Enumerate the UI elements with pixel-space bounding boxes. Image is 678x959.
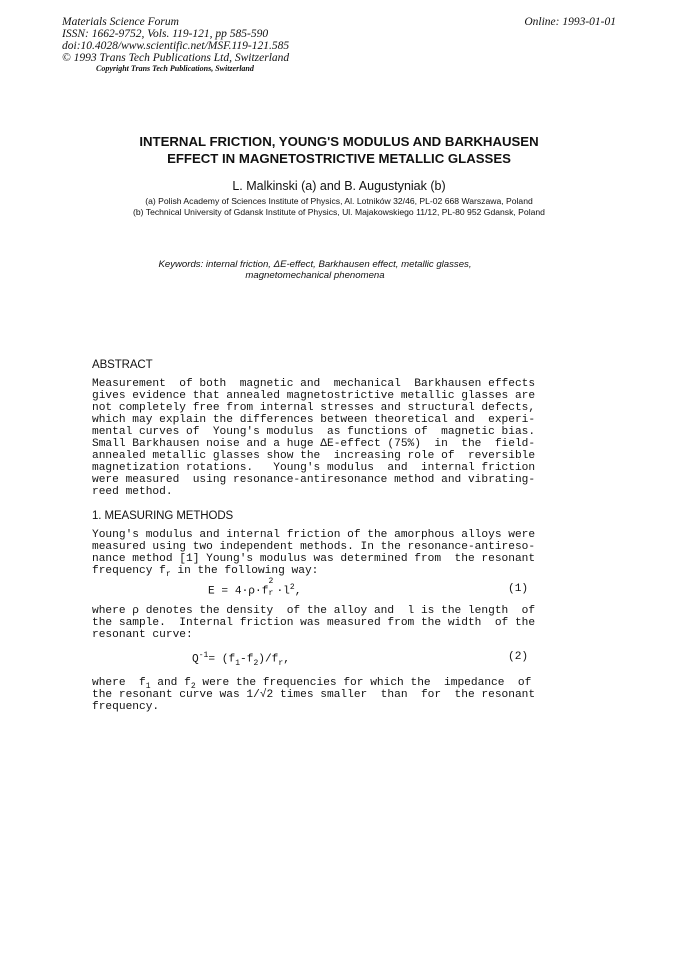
- abstract-line: not completely free from internal stresses and structural defects,: [92, 402, 536, 414]
- body-line: nance method [1] Young's modulus was determined from the resonant: [92, 553, 536, 565]
- body-line: the resonant curve was 1/√2 times smaller than for the resonant: [92, 689, 536, 701]
- abstract-line: magnetization rotations. Young's modulus and internal friction: [92, 462, 536, 474]
- equation-1-number: (1): [508, 583, 529, 595]
- abstract-line: reed method.: [92, 486, 173, 498]
- online-date: Online: 1993-01-01: [524, 16, 616, 28]
- abstract-line: gives evidence that annealed magnetostrictive metallic glasses are: [92, 390, 536, 402]
- abstract-line: Small Barkhausen noise and a huge ΔE-effect (75%) in the field-: [92, 438, 536, 450]
- keywords-line-2: magnetomechanical phenomena: [245, 270, 385, 281]
- abstract-heading: ABSTRACT: [92, 359, 153, 371]
- copyright-stamp: Copyright Trans Tech Publications, Switzerland: [96, 64, 254, 73]
- body-line: Young's modulus and internal friction of the amorphous alloys were: [92, 529, 536, 541]
- keywords-line-1: Keywords: internal friction, ΔE-effect, Barkhausen effect, metallic glasses,: [158, 259, 472, 270]
- copyright-line: © 1993 Trans Tech Publications Ltd, Switzerland: [62, 52, 290, 64]
- issn-line: ISSN: 1662-9752, Vols. 119-121, pp 585-590: [62, 28, 269, 40]
- equation-2-number: (2): [508, 651, 529, 663]
- body-line: the sample. Internal friction was measured from the width of the: [92, 617, 536, 629]
- equation-1: E = 4·ρ·f 2 r $\cdot l^2$,: [208, 576, 302, 598]
- body-line: where $f_1$ and $f_2$ were the frequencies for which the impedance of: [92, 677, 532, 692]
- affiliation-b: (b) Technical University of Gdansk Institute of Physics, Ul. Majakowskiego 11/12, PL-80 952 Gdansk, Poland: [133, 207, 545, 217]
- affiliation-a: (a) Polish Academy of Sciences Institute of Physics, Al. Lotników 32/46, PL-02 668 Warszawa, Poland: [145, 196, 533, 206]
- paper-title-line-2: EFFECT IN MAGNETOSTRICTIVE METALLIC GLASSES: [167, 151, 511, 166]
- body-line: where ρ denotes the density of the alloy and l is the length of: [92, 605, 536, 617]
- abstract-line: Measurement of both magnetic and mechanical Barkhausen effects: [92, 378, 536, 390]
- body-line: frequency.: [92, 701, 160, 713]
- abstract-line: which may explain the differences between theoretical and experi-: [92, 414, 536, 426]
- authors: L. Malkinski (a) and B. Augustyniak (b): [232, 179, 446, 193]
- body-line: resonant curve:: [92, 629, 193, 641]
- body-line: measured using two independent methods. In the resonance-antireso-: [92, 541, 536, 553]
- abstract-line: annealed metallic glasses show the increasing role of reversible: [92, 450, 536, 462]
- abstract-line: mental curves of Young's modulus as functions of magnetic bias.: [92, 426, 536, 438]
- body-line: frequency $f_r$ in the following way:: [92, 565, 319, 580]
- doi-line[interactable]: doi:10.4028/www.scientific.net/MSF.119-121.585: [62, 40, 290, 52]
- journal-name: Materials Science Forum: [62, 16, 179, 28]
- section-1-heading: 1. MEASURING METHODS: [92, 510, 234, 522]
- paper-title-line-1: INTERNAL FRICTION, YOUNG'S MODULUS AND BARKHAUSEN: [139, 134, 539, 149]
- abstract-line: were measured using resonance-antiresonance method and vibrating-: [92, 474, 536, 486]
- equation-2: $Q^{-1}= (f_1-f_2)/f_r$,: [192, 651, 290, 668]
